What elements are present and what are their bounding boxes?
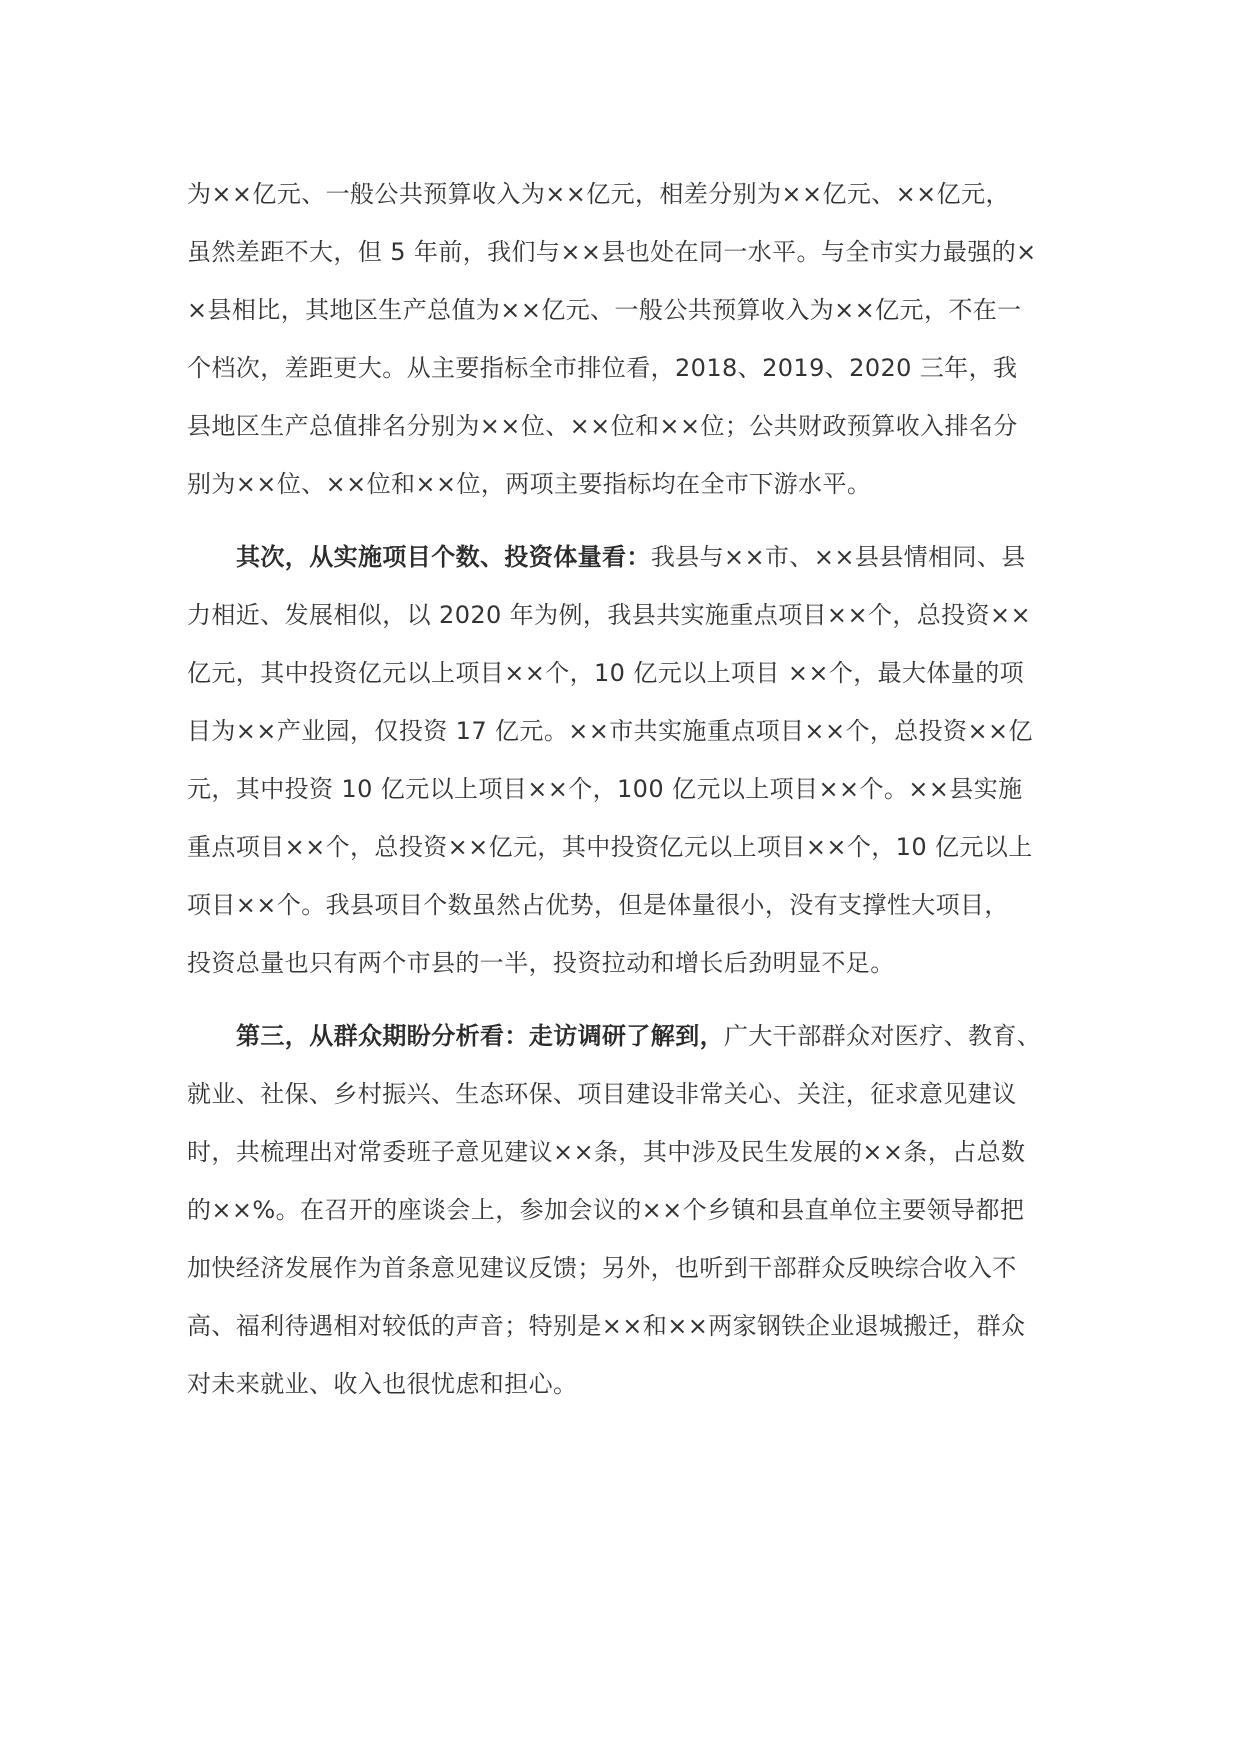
- paragraph-2-line: 重点项目××个，总投资××亿元，其中投资亿元以上项目××个，10 亿元以上: [187, 833, 1033, 861]
- paragraph-3-heading: 第三，从群众期盼分析看：走访调研了解到，: [236, 1022, 724, 1050]
- paragraph-1-line: 县地区生产总值排名分别为××位、××位和××位；公共财政预算收入排名分: [187, 412, 1018, 440]
- paragraph-2-heading: 其次，从实施项目个数、投资体量看：: [236, 543, 651, 571]
- paragraph-2-line: 亿元，其中投资亿元以上项目××个，10 亿元以上项目 ××个，最大体量的项: [187, 659, 1025, 687]
- paragraph-1-line: ×县相比，其地区生产总值为××亿元、一般公共预算收入为××亿元，不在一: [187, 296, 1022, 324]
- paragraph-1-line: 虽然差距不大，但 5 年前，我们与××县也处在同一水平。与全市实力最强的×: [187, 238, 1037, 266]
- paragraph-1-line: 个档次，差距更大。从主要指标全市排位看，2018、2019、2020 三年，我: [187, 354, 1018, 382]
- paragraph-2-line: 项目××个。我县项目个数虽然占优势，但是体量很小，没有支撑性大项目，: [187, 891, 1009, 919]
- paragraph-2-line: 力相近、发展相似，以 2020 年为例，我县共实施重点项目××个，总投资××: [187, 601, 1031, 629]
- paragraph-1-line: 别为××位、××位和××位，两项主要指标均在全市下游水平。: [187, 470, 872, 498]
- paragraph-3-first-line-text: 广大干部群众对医疗、教育、: [724, 1022, 1042, 1050]
- paragraph-3-line: 加快经济发展作为首条意见建议反馈；另外，也听到干部群众反映综合收入不: [187, 1254, 1017, 1282]
- paragraph-3-line: 对未来就业、收入也很忧虑和担心。: [187, 1370, 578, 1398]
- paragraph-1-line: 为××亿元、一般公共预算收入为××亿元，相差分别为××亿元、××亿元，: [187, 180, 1010, 208]
- paragraph-2-line: 投资总量也只有两个市县的一半，投资拉动和增长后劲明显不足。: [187, 949, 895, 977]
- paragraph-2-first-line: [236, 539, 1076, 575]
- paragraph-3-line: 高、福利待遇相对较低的声音；特别是××和××两家钢铁企业退城搬迁，群众: [187, 1312, 1026, 1340]
- paragraph-2-first-line-text: 我县与××市、××县县情相同、县: [650, 543, 1026, 571]
- paragraph-3-line: 就业、社保、乡村振兴、生态环保、项目建设非常关心、关注，征求意见建议: [187, 1080, 1017, 1108]
- paragraph-3-first-line: [236, 1018, 1076, 1054]
- paragraph-2-line: 目为××产业园，仅投资 17 亿元。××市共实施重点项目××个，总投资××亿: [187, 717, 1033, 745]
- paragraph-3-line: 的××%。在召开的座谈会上，参加会议的××个乡镇和县直单位主要领导都把: [187, 1196, 1025, 1224]
- paragraph-2-line: 元，其中投资 10 亿元以上项目××个，100 亿元以上项目××个。××县实施: [187, 775, 1023, 803]
- paragraph-3-line: 时，共梳理出对常委班子意见建议××条，其中涉及民生发展的××条，占总数: [187, 1138, 1026, 1166]
